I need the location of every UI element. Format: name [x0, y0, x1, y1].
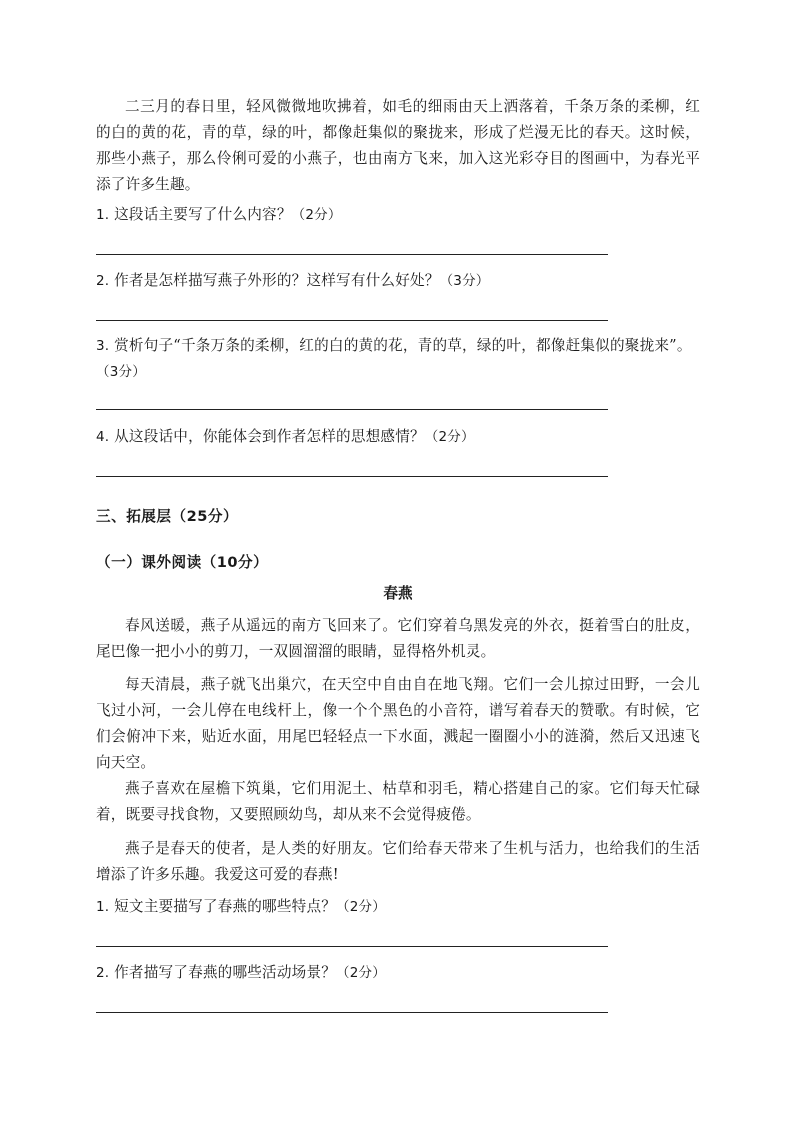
question-number: 2.	[96, 273, 110, 289]
question-points: （3分）	[96, 364, 146, 380]
section-heading: 三、拓展层（25分）	[96, 508, 239, 525]
question-1-3	[96, 333, 700, 385]
question-text: 从这段话中，你能体会到作者怎样的思想感情？	[109, 428, 425, 445]
answer-line[interactable]	[96, 946, 608, 947]
question-points: （3分）	[439, 273, 490, 289]
answer-line[interactable]	[96, 476, 608, 477]
question-text: 短文主要描写了春燕的哪些特点？	[109, 898, 337, 915]
question-text: 这段话主要写了什么内容？	[109, 206, 292, 223]
answer-line[interactable]	[96, 409, 608, 410]
question-number: 2.	[96, 965, 110, 981]
answer-line[interactable]	[96, 254, 608, 255]
question-points: （2分）	[336, 899, 386, 915]
question-1-1	[96, 202, 700, 228]
question-number: 1.	[96, 207, 110, 223]
question-points: （2分）	[336, 965, 386, 981]
passage-2-paragraph-2: 每天清晨，燕子就飞出巢穴，在天空中自由自在地飞翔。它们一会儿掠过田野，一会儿飞过小河，一会儿停在电线杆上，像一个个黑色的小音符，谱写着春天的赞歌。有时候，它们会俯冲下来，贴近水面，用尾巴轻轻点一下水面，溅起一圈圈小小的涟漪，然后又迅速飞向天空。	[96, 676, 700, 771]
question-points: （2分）	[424, 429, 475, 445]
question-text: 作者是怎样描写燕子外形的？这样写有什么好处？	[109, 272, 440, 289]
passage-2-paragraph-4: 燕子是春天的使者，是人类的好朋友。它们给春天带来了生机与活力，也给我们的生活增添了许多乐趣。我爱这可爱的春燕!	[96, 840, 700, 883]
question-number: 3.	[96, 338, 110, 354]
question-text: 赏析句子“千条万条的柔柳，红的白的黄的花，青的草，绿的叶，都像赶集似的聚拢来”。	[109, 337, 692, 354]
passage-title: 春燕	[383, 585, 413, 602]
passage-2-paragraph-1: 春风送暖，燕子从遥远的南方飞回来了。它们穿着乌黑发亮的外衣，挺着雪白的肚皮，尾巴像一把小小的剪刀，一双圆溜溜的眼睛，显得格外机灵。	[96, 617, 700, 660]
question-points: （2分）	[291, 207, 342, 223]
answer-line[interactable]	[96, 1012, 608, 1013]
subsection-heading: （一）课外阅读（10分）	[96, 554, 269, 571]
question-2-1	[96, 894, 700, 920]
question-text: 作者描写了春燕的哪些活动场景？	[109, 964, 337, 981]
question-number: 4.	[96, 429, 110, 445]
answer-line[interactable]	[96, 320, 608, 321]
question-1-4	[96, 424, 700, 450]
question-number: 1.	[96, 899, 110, 915]
question-1-2	[96, 268, 700, 294]
passage-2-paragraph-3: 燕子喜欢在屋檐下筑巢，它们用泥土、枯草和羽毛，精心搭建自己的家。它们每天忙碌着，既要寻找食物，又要照顾幼鸟，却从来不会觉得疲倦。	[96, 780, 700, 823]
passage-1: 二三月的春日里，轻风微微地吹拂着，如毛的细雨由天上洒落着，千条万条的柔柳，红的白的黄的花，青的草，绿的叶，都像赶集似的聚拢来，形成了烂漫无比的春天。这时候，那些小燕子，那么伶俐可爱的小燕子，也由南方飞来，加入这光彩夺目的图画中，为春光平添了许多生趣。	[96, 98, 700, 193]
question-2-2	[96, 960, 700, 986]
